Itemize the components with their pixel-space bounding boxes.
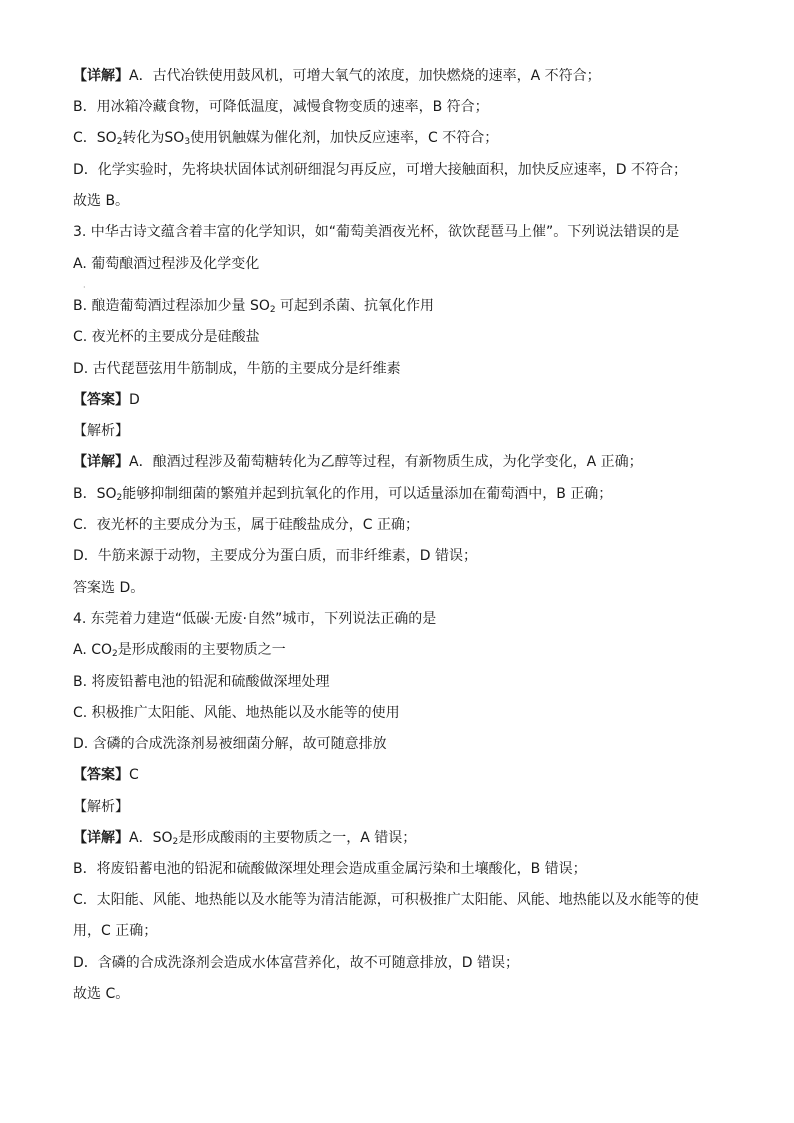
question-3-option-d: D. 古代琵琶弦用牛筋制成，牛筋的主要成分是纤维素 — [73, 361, 401, 377]
question-4-option-d: D. 含磷的合成洗涤剂易被细菌分解，故可随意排放 — [73, 736, 387, 752]
explanation-line-1: 【详解】A．古代冶铁使用鼓风机，可增大氧气的浓度，加快燃烧的速率，A 不符合； — [73, 68, 601, 84]
question-4-detail-3: C．太阳能、风能、地热能以及水能等为清洁能源，可积极推广太阳能、风能、地热能以及水能等的使 — [73, 892, 699, 908]
question-3-analysis-tag: 【解析】 — [73, 423, 129, 439]
detail-tag: 【详解】 — [73, 68, 129, 84]
question-4-option-b: B. 将废铅蓄电池的铅泥和硫酸做深埋处理 — [73, 674, 330, 690]
question-3-detail-3: C．夜光杯的主要成分为玉，属于硅酸盐成分，C 正确； — [73, 517, 419, 533]
question-3-detail-2: B．$SO_2$能够抑制细菌的繁殖并起到抗氧化的作用，可以适量添加在葡萄酒中，B 正确； — [73, 486, 613, 503]
question-3-stem: 3. 中华古诗文蕴含着丰富的化学知识，如“葡萄美酒夜光杯，欲饮琵琶马上催”。下列说法错误的是 — [73, 224, 680, 240]
question-4-detail-1: 【详解】A．$SO_2$是形成酸雨的主要物质之一，A 错误； — [73, 830, 417, 847]
question-3-answer: 【答案】D — [73, 392, 140, 408]
explanation-line-2: B．用冰箱冷藏食物，可降低温度，减慢食物变质的速率，B 符合； — [73, 99, 489, 115]
question-3-option-a: A. 葡萄酿酒过程涉及化学变化 — [73, 256, 260, 272]
question-4-stem: 4. 东莞着力建造“低碳·无废·自然”城市，下列说法正确的是 — [73, 611, 437, 627]
question-3-conclusion: 答案选 D。 — [73, 580, 145, 596]
explanation-line-4: D．化学实验时，先将块状固体试剂研细混匀再反应，可增大接触面积，加快反应速率，D 不符合； — [73, 162, 688, 178]
explanation-line-3: C．$SO_2$转化为$SO_3$使用钒触媒为催化剂，加快反应速率，C 不符合； — [73, 130, 499, 147]
question-3-option-b: B. 酿造葡萄酒过程添加少量 $SO_2$ 可起到杀菌、抗氧化作用 — [73, 298, 435, 315]
question-4-analysis-tag: 【解析】 — [73, 799, 129, 815]
stray-mark: · — [83, 283, 86, 292]
question-4-detail-2: B．将废铅蓄电池的铅泥和硫酸做深埋处理会造成重金属污染和土壤酸化，B 错误； — [73, 861, 587, 877]
question-4-detail-4: D．含磷的合成洗涤剂会造成水体富营养化，故不可随意排放，D 错误； — [73, 955, 520, 971]
question-3-option-c: C. 夜光杯的主要成分是硅酸盐 — [73, 329, 260, 345]
question-4-option-c: C. 积极推广太阳能、风能、地热能以及水能等的使用 — [73, 705, 400, 721]
question-4-option-a: A. $CO_2$是形成酸雨的主要物质之一 — [73, 642, 286, 659]
question-4-answer: 【答案】C — [73, 767, 139, 783]
question-4-conclusion: 故选 C。 — [73, 986, 130, 1002]
question-3-detail-1: 【详解】A．酿酒过程涉及葡萄糖转化为乙醇等过程，有新物质生成，为化学变化，A 正确； — [73, 454, 643, 470]
question-4-detail-3-cont: 用，C 正确； — [73, 923, 158, 939]
question-3-detail-4: D．牛筋来源于动物，主要成分为蛋白质，而非纤维素，D 错误； — [73, 548, 478, 564]
conclusion-line: 故选 B。 — [73, 193, 130, 209]
